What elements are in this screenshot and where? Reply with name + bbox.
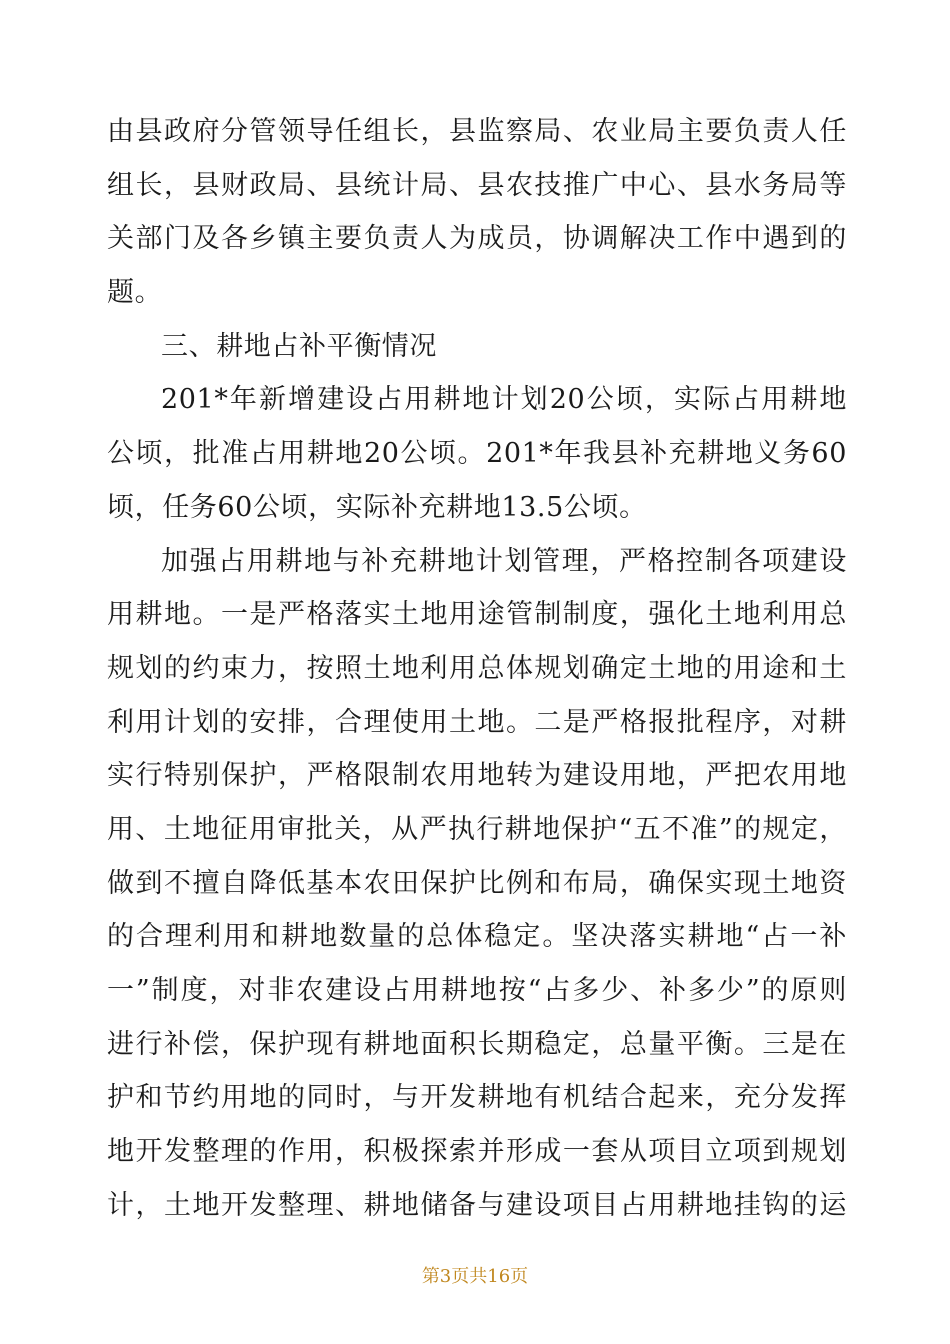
text-line: 公顷，批准占用耕地20公顷。201*年我县补充耕地义务60 — [107, 438, 847, 470]
text-line: 的合理利用和耕地数量的总体稳定。坚决落实耕地“占一补 — [107, 921, 847, 953]
text-line: 规划的约束力，按照土地利用总体规划确定土地的用途和土 — [107, 652, 847, 684]
text-line: 加强占用耕地与补充耕地计划管理，严格控制各项建设 — [161, 545, 847, 577]
page-number-footer: 第3页共16页 — [421, 1266, 529, 1287]
text-line: 一”制度，对非农建设占用耕地按“占多少、补多少”的原则 — [107, 975, 847, 1006]
text-line: 地开发整理的作用，积极探索并形成一套从项目立项到规划 — [107, 1136, 847, 1168]
text-line: 题。 — [107, 277, 163, 309]
text-line: 顷，任务60公顷，实际补充耕地13.5公顷。 — [107, 491, 647, 523]
text-line: 201*年新增建设占用耕地计划20公顷，实际占用耕地 — [161, 384, 847, 416]
text-line: 利用计划的安排，合理使用土地。二是严格报批程序，对耕 — [107, 706, 847, 738]
text-line: 用、土地征用审批关，从严执行耕地保护“五不准”的规定， — [107, 813, 847, 845]
text-line: 实行特别保护，严格限制农用地转为建设用地，严把农用地 — [107, 760, 847, 792]
text-line: 做到不擅自降低基本农田保护比例和布局，确保实现土地资 — [107, 867, 847, 899]
text-line: 进行补偿，保护现有耕地面积长期稳定，总量平衡。三是在 — [107, 1028, 847, 1060]
document-body — [107, 105, 847, 1232]
text-line: 组长，县财政局、县统计局、县农技推广中心、县水务局等 — [107, 169, 847, 201]
text-line: 护和节约用地的同时，与开发耕地有机结合起来，充分发挥 — [107, 1082, 847, 1114]
text-line: 用耕地。一是严格落实土地用途管制制度，强化土地利用总 — [107, 599, 847, 631]
text-line: 计，土地开发整理、耕地储备与建设项目占用耕地挂钩的运 — [107, 1189, 847, 1221]
text-line: 关部门及各乡镇主要负责人为成员，协调解决工作中遇到的 — [107, 223, 847, 255]
text-line: 由县政府分管领导任组长，县监察局、农业局主要负责人任 — [107, 116, 847, 147]
text-line: 三、耕地占补平衡情况 — [161, 330, 437, 362]
